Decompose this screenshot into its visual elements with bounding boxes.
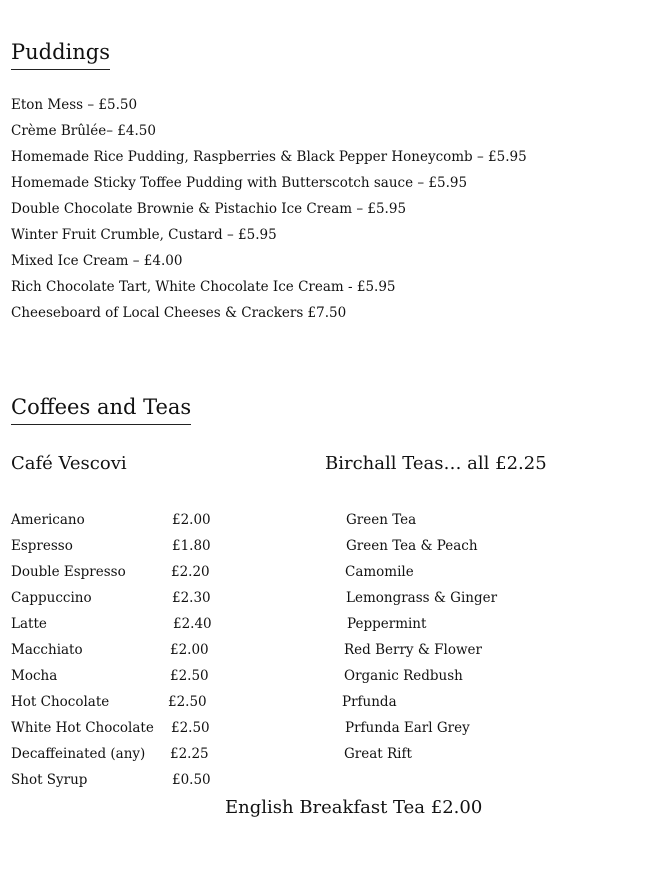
pudding-item: Homemade Sticky Toffee Pudding with Butterscotch sauce – £5.95 [11,175,468,191]
coffee-item-name: White Hot Chocolate [11,720,154,736]
tea-subheading: Birchall Teas… all £2.25 [325,453,547,474]
coffee-item-name: Hot Chocolate [11,694,110,710]
tea-item: Prfunda Earl Grey [345,720,470,736]
coffee-item-price: £0.50 [172,772,211,788]
coffee-item-name: Americano [11,512,85,528]
coffee-item-name: Espresso [11,538,73,554]
coffee-item-price: £2.20 [171,564,210,580]
tea-item: Prfunda [342,694,397,710]
coffee-item-price: £2.50 [168,694,207,710]
tea-item: Great Rift [344,746,412,762]
coffee-item-price: £2.40 [173,616,212,632]
coffee-item-price: £1.80 [172,538,211,554]
coffee-item-price: £2.00 [170,642,209,658]
coffee-item-price: £2.25 [170,746,209,762]
coffee-item-name: Decaffeinated (any) [11,746,146,762]
coffee-item-name: Mocha [11,668,58,684]
coffee-item-price: £2.00 [172,512,211,528]
tea-item: Green Tea [346,512,417,528]
coffee-subheading: Café Vescovi [11,453,127,474]
pudding-item: Rich Chocolate Tart, White Chocolate Ice Cream - £5.95 [11,279,396,295]
english-breakfast-tea: English Breakfast Tea £2.00 [225,797,483,818]
tea-item: Red Berry & Flower [344,642,482,658]
coffee-item-price: £2.50 [170,668,209,684]
coffee-item-name: Double Espresso [11,564,126,580]
tea-item: Lemongrass & Ginger [346,590,498,606]
coffee-item-name: Latte [11,616,47,632]
tea-item: Camomile [345,564,414,580]
puddings-heading: Puddings [11,40,110,70]
pudding-item: Cheeseboard of Local Cheeses & Crackers £7.50 [11,305,347,321]
coffee-item-name: Macchiato [11,642,83,658]
coffee-item-name: Shot Syrup [11,772,88,788]
coffee-item-price: £2.30 [172,590,211,606]
pudding-item: Crème Brûlée– £4.50 [11,123,156,139]
tea-item: Peppermint [347,616,427,632]
pudding-item: Homemade Rice Pudding, Raspberries & Black Pepper Honeycomb – £5.95 [11,149,527,165]
coffee-item-price: £2.50 [171,720,210,736]
pudding-item: Mixed Ice Cream – £4.00 [11,253,183,269]
pudding-item: Double Chocolate Brownie & Pistachio Ice Cream – £5.95 [11,201,407,217]
coffee-item-name: Cappuccino [11,590,92,606]
coffees-teas-heading: Coffees and Teas [11,395,191,425]
tea-item: Green Tea & Peach [346,538,478,554]
pudding-item: Eton Mess – £5.50 [11,97,138,113]
tea-item: Organic Redbush [344,668,463,684]
pudding-item: Winter Fruit Crumble, Custard – £5.95 [11,227,277,243]
